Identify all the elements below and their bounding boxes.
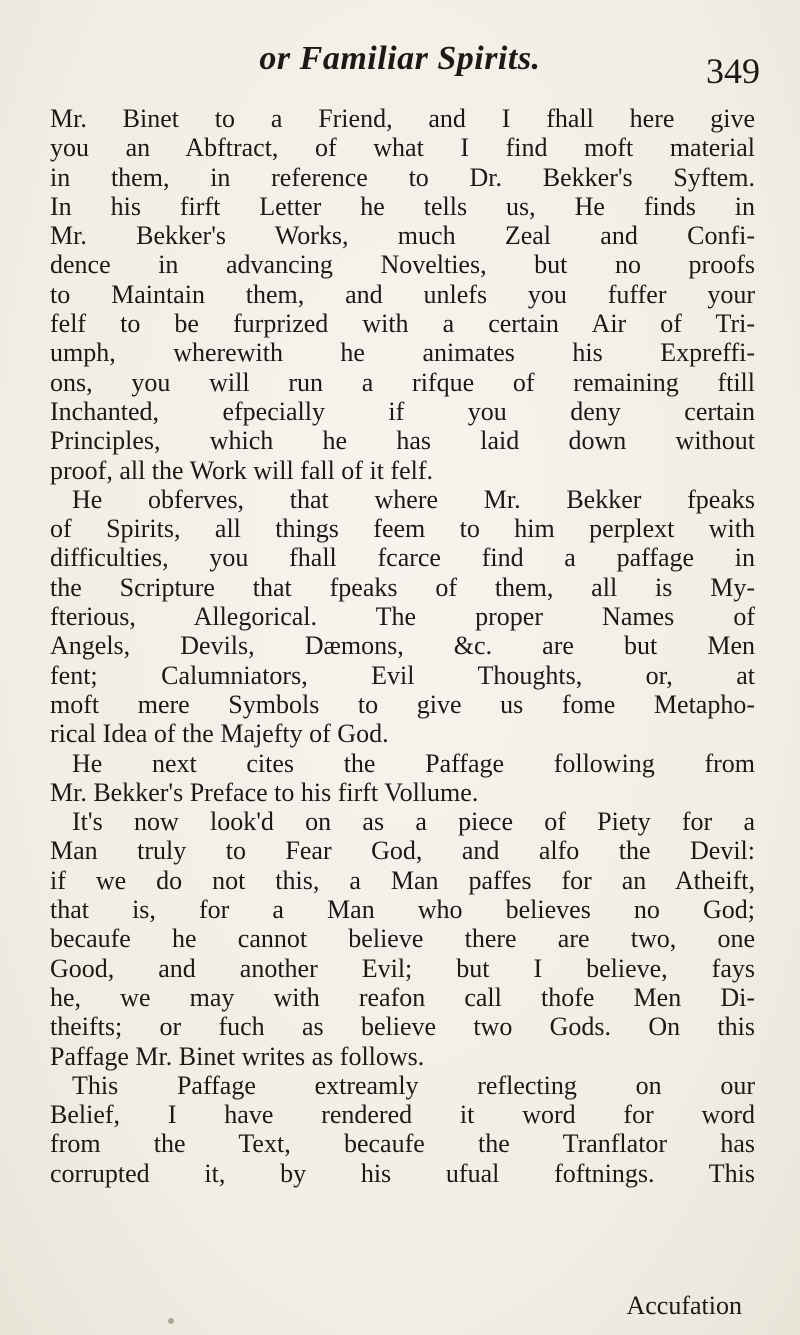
text-line: felf to be furprized with a certain Air of Tri- [50,309,755,339]
text-line: you an Abftract, of what I find moft material [50,133,755,163]
text-line: from the Text, becaufe the Tranflator has [50,1129,755,1159]
text-line: ons, you will run a rifque of remaining ftill [50,367,755,397]
text-line: becaufe he cannot believe there are two, one [50,924,755,954]
text-line: Mr. Bekker's Preface to his firft Vollume. [50,777,479,807]
paragraph-start: It's now look'd on as a piece of Piety for a [72,807,755,837]
text-line: theifts; or fuch as believe two Gods. On this [50,1012,755,1042]
text-line: fent; Calumniators, Evil Thoughts, or, at [50,660,755,690]
text-line: if we do not this, a Man paffes for an Atheift, [50,865,755,895]
text-line: corrupted it, by his ufual foftnings. This [50,1158,755,1188]
running-head: or Familiar Spirits. [259,40,541,77]
body-text [50,104,755,1188]
paragraph-start: He next cites the Paffage following from [72,748,755,778]
text-line: Mr. Binet to a Friend, and I fhall here give [50,104,755,133]
text-line: Inchanted, efpecially if you deny certain [50,396,755,426]
paragraph-start: This Paffage extreamly reflecting on our [72,1070,755,1100]
text-line: to Maintain them, and unlefs you fuffer your [50,279,755,309]
text-line: of Spirits, all things feem to him perplext with [50,514,755,544]
text-line: that is, for a Man who believes no God; [50,895,755,925]
text-line: Belief, I have rendered it word for word [50,1100,755,1130]
paragraph-start: He obferves, that where Mr. Bekker fpeaks [72,484,755,514]
text-line: Paffage Mr. Binet writes as follows. [50,1041,425,1071]
text-line: in them, in reference to Dr. Bekker's Syftem. [50,162,755,192]
text-line: rical Idea of the Majefty of God. [50,719,389,749]
text-line: difficulties, you fhall fcarce find a paffage in [50,543,755,573]
page-number: 349 [706,51,760,91]
paper-speck [168,1318,174,1324]
text-line: In his firft Letter he tells us, He finds in [50,191,755,221]
catchword: Accufation [626,1291,742,1320]
text-line: Man truly to Fear God, and alfo the Devil: [50,836,755,866]
text-line: Principles, which he has laid down without [50,426,755,456]
text-line: the Scripture that fpeaks of them, all is My- [50,572,755,602]
text-line: Good, and another Evil; but I believe, fays [50,953,755,983]
text-line: dence in advancing Novelties, but no proofs [50,250,755,280]
text-line: moft mere Symbols to give us fome Metapho- [50,689,755,719]
text-line: fterious, Allegorical. The proper Names of [50,602,755,632]
text-line: umph, wherewith he animates his Expreffi- [50,338,755,368]
text-line: proof, all the Work will fall of it felf. [50,455,433,485]
page-header [0,40,800,90]
text-line: Angels, Devils, Dæmons, &c. are but Men [50,631,755,661]
text-line: he, we may with reafon call thofe Men Di- [50,982,755,1012]
text-line: Mr. Bekker's Works, much Zeal and Confi- [50,221,755,251]
